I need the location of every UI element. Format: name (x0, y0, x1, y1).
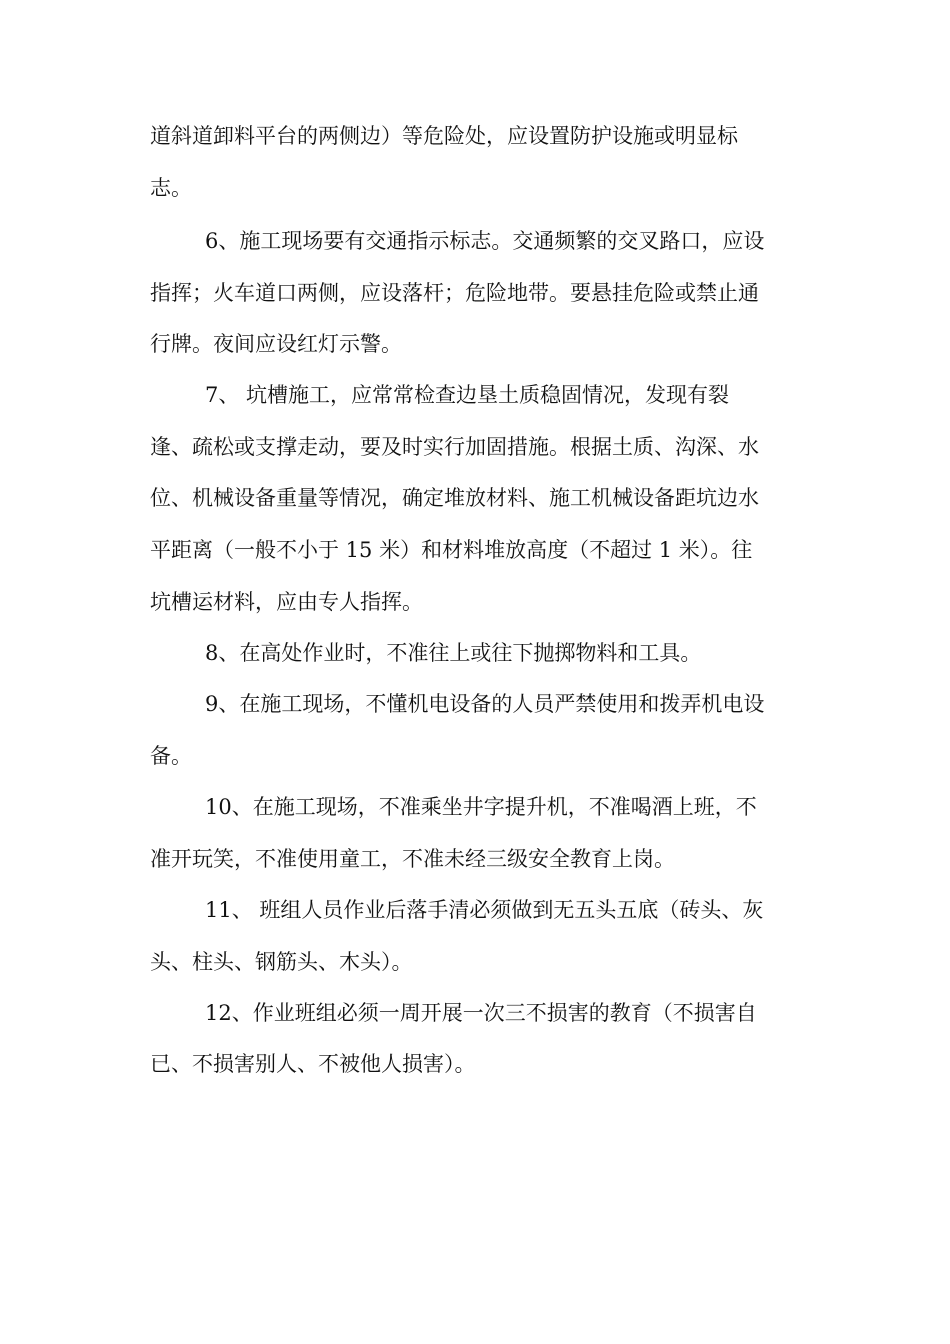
text-line: 行牌。夜间应设红灯示警。 (150, 332, 402, 356)
text-line: 6、施工现场要有交通指示标志。交通频繁的交叉路口，应设 (205, 229, 765, 253)
text-line: 平距离（一般不小于 15 米）和材料堆放高度（不超过 1 米）。往 (150, 538, 753, 562)
text-line: 位、机械设备重量等情况，确定堆放材料、施工机械设备距坑边水 (150, 486, 759, 510)
text-line: 准开玩笑，不准使用童工，不准未经三级安全教育上岗。 (150, 847, 675, 871)
text-line: 9、在施工现场，不懂机电设备的人员严禁使用和拨弄机电设 (205, 692, 765, 716)
text-line: 11、 班组人员作业后落手清必须做到无五头五底（砖头、灰 (205, 898, 764, 922)
text-line: 10、在施工现场，不准乘坐井字提升机，不准喝酒上班，不 (205, 795, 757, 819)
text-line: 坑槽运材料，应由专人指挥。 (150, 590, 423, 614)
text-line: 志。 (150, 176, 192, 200)
text-line: 头、柱头、钢筋头、木头）。 (150, 950, 413, 974)
text-line: 道斜道卸料平台的两侧边）等危险处，应设置防护设施或明显标 (150, 124, 738, 148)
text-line: 12、作业班组必须一周开展一次三不损害的教育（不损害自 (205, 1001, 757, 1025)
text-line: 7、 坑槽施工，应常常检查边垦土质稳固情况，发现有裂 (205, 383, 730, 407)
text-line: 逢、疏松或支撑走动，要及时实行加固措施。根据土质、沟深、水 (150, 435, 759, 459)
text-line: 备。 (150, 744, 192, 768)
text-line: 8、在高处作业时，不准往上或往下抛掷物料和工具。 (205, 641, 702, 665)
text-line: 指挥；火车道口两侧，应设落杆；危险地带。要悬挂危险或禁止通 (150, 281, 759, 305)
text-line: 已、不损害别人、不被他人损害）。 (150, 1052, 476, 1076)
